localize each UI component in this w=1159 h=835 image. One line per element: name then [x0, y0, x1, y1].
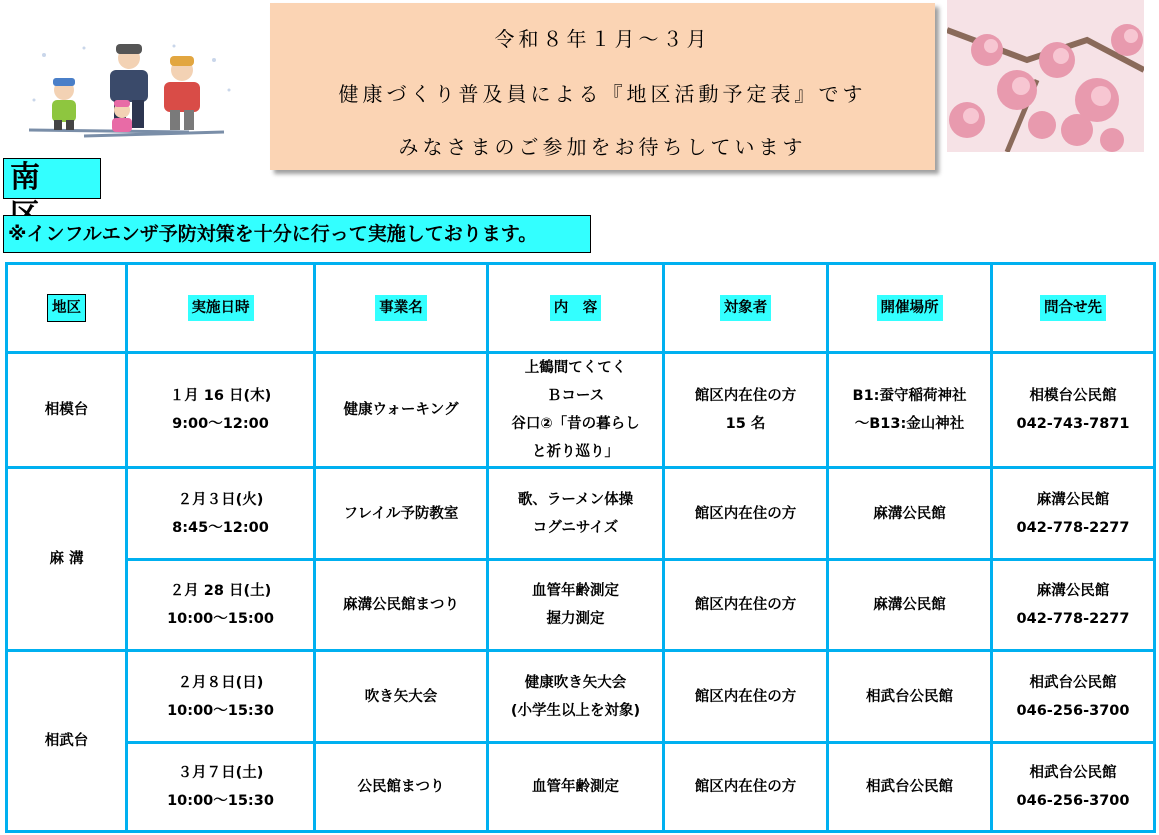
header-date: 実施日時	[128, 265, 313, 351]
influenza-notice: ※インフルエンザ予防対策を十分に行って実施しております。	[3, 215, 591, 253]
table-row-2-venue: 麻溝公民館	[873, 597, 946, 613]
table-row-4-venue: 相武台公民館	[866, 779, 953, 795]
table-row-0-event: 健康ウォーキング	[343, 402, 459, 418]
table-row-0-target: 館区内在住の方 15 名	[694, 388, 797, 432]
banner-title: 健康づくり普及員による『地区活動予定表』です	[338, 82, 867, 106]
table-row-4-date: ３月７日(土) 10:00～15:30	[167, 765, 274, 809]
district-sagamidai: 相模台	[44, 402, 89, 418]
district-title: 南	[3, 158, 101, 199]
table-row-0-contact: 相模台公民館 042-743-7871	[1016, 388, 1130, 432]
table-row-0-venue: B1:蚕守稲荷神社 ～B13:金山神社	[852, 388, 967, 432]
table-row-4-target: 館区内在住の方	[694, 779, 797, 795]
table-row-3-target: 館区内在住の方	[694, 688, 797, 705]
table-row-1-date: ２月３日(火) 8:45～12:00	[172, 491, 269, 536]
banner-period: 令和８年１月～３月	[494, 27, 711, 51]
table-row-3-content: 健康吹き矢大会 (小学生以上を対象)	[510, 674, 641, 719]
table-row-1-target: 館区内在住の方	[694, 505, 797, 522]
ski-family-illustration	[24, 40, 242, 150]
table-row-2-date: ２月 28 日(土) 10:00～15:00	[167, 583, 274, 627]
table-row-1-venue: 麻溝公民館	[873, 505, 946, 522]
table-row-3-contact: 相武台公民館 046-256-3700	[1016, 674, 1130, 719]
header-contact: 問合せ先	[993, 265, 1153, 351]
table-row-3-date: ２月８日(日) 10:00～15:30	[167, 674, 274, 719]
header-district: 地区	[8, 265, 125, 351]
table-row-4-content: 血管年齢測定	[532, 779, 619, 795]
district-asamizo: 麻 溝	[49, 551, 84, 567]
header-banner	[270, 3, 935, 170]
header-venue: 開催場所	[829, 265, 990, 351]
table-row-2-event: 麻溝公民館まつり	[343, 597, 459, 613]
table-row-4-contact: 相武台公民館 046-256-3700	[1016, 765, 1130, 809]
table-row-2-content: 血管年齢測定 握力測定	[532, 583, 619, 627]
header-event: 事業名	[316, 265, 486, 351]
header-target: 対象者	[665, 265, 826, 351]
table-row-3-venue: 相武台公民館	[866, 688, 953, 705]
table-row-2-target: 館区内在住の方	[694, 597, 797, 613]
table-row-0-content: 上鶴間てくてく Ｂコース 谷口②「昔の暮らし と祈り巡り」	[511, 360, 640, 460]
table-row-1-contact: 麻溝公民館 042-778-2277	[1016, 491, 1130, 536]
table-row-4-event: 公民館まつり	[357, 779, 445, 795]
header-content: 内 容	[489, 265, 662, 351]
table-row-1-content: 歌、ラーメン体操 コグニサイズ	[517, 491, 634, 536]
district-sobudai: 相武台	[44, 733, 89, 749]
schedule-table	[5, 262, 1156, 833]
table-row-3-event: 吹き矢大会	[364, 688, 438, 705]
table-row-0-date: １月 16 日(木) 9:00～12:00	[169, 388, 272, 432]
table-row-1-event: フレイル予防教室	[343, 505, 459, 522]
cherry-blossom-photo	[947, 0, 1144, 152]
table-row-2-contact: 麻溝公民館 042-778-2277	[1016, 583, 1130, 627]
banner-invitation: みなさまのご参加をお待ちしています	[398, 135, 807, 159]
